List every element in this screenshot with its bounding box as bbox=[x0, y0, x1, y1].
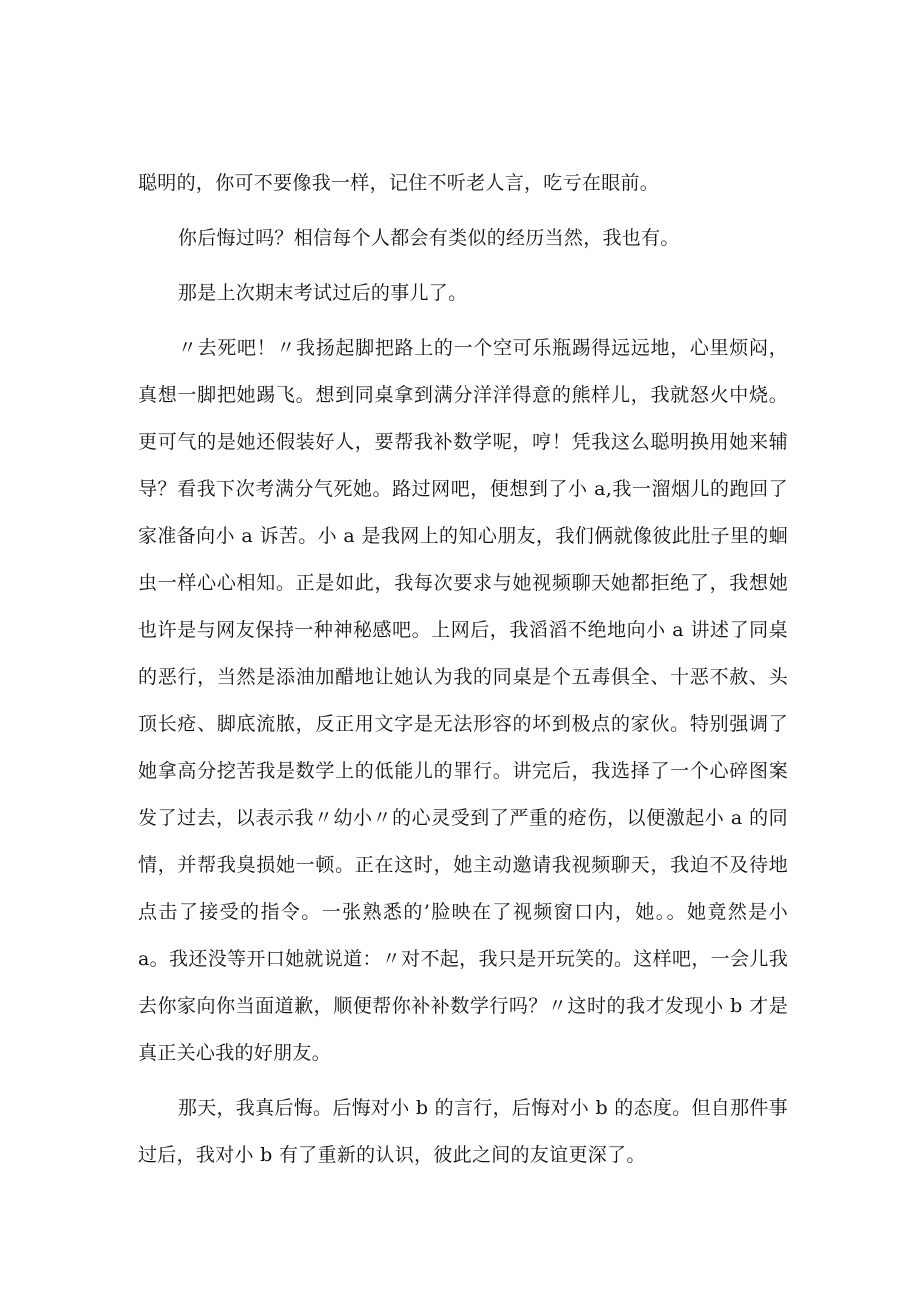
paragraph-4: 〃去死吧！〃我扬起脚把路上的一个空可乐瓶踢得远远地，心里烦闷，真想一脚把她踢飞。想到同桌拿到满分洋洋得意的熊样儿，我就怒火中烧。更可气的是她还假装好人，要帮我补数学呢，哼！凭我这么聪明换用她来辅导？看我下次考满分气死她。路过网吧，便想到了小 a,我一溜烟儿的跑回了家准备向小 a 诉苦。小 a 是我网上的知心朋友，我们俩就像彼此肚子里的蛔虫一样心心相知。正是如此，我每次要求与她视频聊天她都拒绝了，我想她也许是与网友保持一种神秘感吧。上网后，我滔滔不绝地向小 a 讲述了同桌的恶行，当然是添油加醋地让她认为我的同桌是个五毒俱全、十恶不赦、头顶长疮、脚底流脓，反正用文字是无法形容的坏到极点的家伙。特别强调了她拿高分挖苦我是数学上的低能儿的罪行。讲完后，我选择了一个心碎图案发了过去，以表示我〃幼小〃的心灵受到了严重的疮伤，以便激起小 a 的同情，并帮我臭损她一顿。正在这时，她主动邀请我视频聊天，我迫不及待地点击了接受的指令。一张熟悉的’脸映在了视频窗口内，她。。她竟然是小 a。我还没等开口她就说道：〃对不起，我只是开玩笑的。这样吧，一会儿我去你家向你当面道歉，顺便帮你补补数学行吗？〃这时的我才发现小 b 才是真正关心我的好朋友。 bbox=[138, 337, 788, 1064]
paragraph-1: 聪明的，你可不要像我一样，记住不听老人言，吃亏在眼前。 bbox=[138, 172, 660, 194]
paragraph-5: 那天，我真后悔。后悔对小 b 的言行，后悔对小 b 的态度。但自那件事过后，我对小 b 有了重新的认识，彼此之间的友谊更深了。 bbox=[138, 1097, 788, 1166]
document-page bbox=[138, 160, 788, 1179]
paragraph-2: 你后悔过吗？相信每个人都会有类似的经历当然，我也有。 bbox=[177, 227, 680, 249]
paragraph-3: 那是上次期末考试过后的事儿了。 bbox=[177, 282, 468, 304]
